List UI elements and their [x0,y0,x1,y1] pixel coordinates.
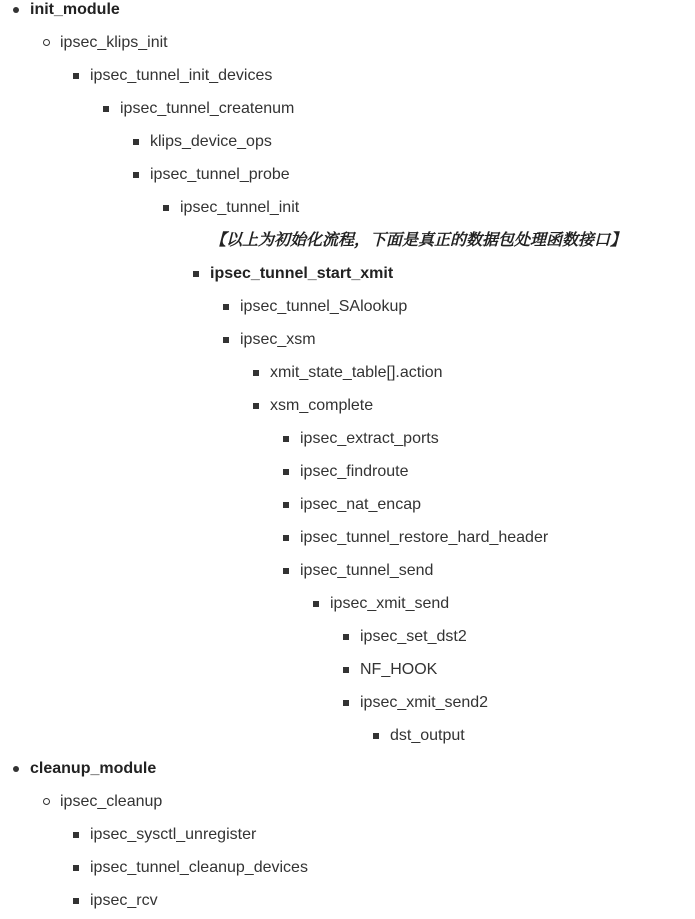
list-item-label: ipsec_klips_init [60,34,168,51]
square-bullet-icon [343,700,349,706]
list-item-label: ipsec_xmit_send [330,595,450,612]
list-item [30,752,156,785]
list-item [360,686,488,719]
list-item [270,356,443,389]
square-bullet-icon [223,337,229,343]
list-item [240,323,316,356]
list-item [60,26,168,59]
list-item [300,521,548,554]
circle-bullet-icon [43,39,50,46]
square-bullet-icon [73,865,79,871]
square-bullet-icon [103,106,109,112]
list-item [60,785,162,818]
list-item-label: ipsec_extract_ports [300,430,439,447]
list-item-label: dst_output [390,727,465,744]
list-item-label: klips_device_ops [150,133,272,150]
square-bullet-icon [133,139,139,145]
list-item [210,224,626,257]
square-bullet-icon [253,370,259,376]
list-item [90,818,256,851]
list-item [300,422,439,455]
list-item-label: ipsec_tunnel_restore_hard_header [300,529,549,546]
square-bullet-icon [223,304,229,310]
list-item [270,389,373,422]
circle-bullet-icon [43,798,50,805]
list-item [90,851,308,884]
square-bullet-icon [283,568,289,574]
disc-bullet-icon [13,7,19,13]
list-item-label: ipsec_findroute [300,463,409,480]
list-item [300,455,409,488]
list-item [240,290,407,323]
list-item [360,620,467,653]
square-bullet-icon [343,634,349,640]
list-item-label: ipsec_xmit_send2 [360,694,489,711]
list-item [210,257,393,290]
list-item-label: xmit_state_table[].action [270,364,443,381]
disc-bullet-icon [13,766,19,772]
square-bullet-icon [283,535,289,541]
list-item-label: NF_HOOK [360,661,438,678]
list-item [120,92,294,125]
square-bullet-icon [163,205,169,211]
square-bullet-icon [373,733,379,739]
list-item [150,125,272,158]
square-bullet-icon [283,502,289,508]
list-item-label: ipsec_tunnel_start_xmit [210,265,394,282]
list-item-label: ipsec_tunnel_send [300,562,434,579]
list-item-label: init_module [30,1,120,18]
list-item-label: ipsec_tunnel_init [180,199,300,216]
list-item [390,719,465,752]
list-item-label: ipsec_tunnel_cleanup_devices [90,859,308,876]
square-bullet-icon [193,271,199,277]
square-bullet-icon [73,832,79,838]
list-item [330,587,449,620]
square-bullet-icon [343,667,349,673]
section-note: 【以上为初始化流程，下面是真正的数据包处理函数接口】 [210,232,627,249]
square-bullet-icon [73,73,79,79]
list-item [150,158,290,191]
list-item [30,0,120,26]
list-item-label: ipsec_sysctl_unregister [90,826,257,843]
list-item-label: ipsec_tunnel_createnum [120,100,295,117]
list-item-label: ipsec_tunnel_SAlookup [240,298,408,315]
list-item-label: cleanup_module [30,760,157,777]
list-item-label: xsm_complete [270,397,374,414]
list-item-label: ipsec_tunnel_init_devices [90,67,273,84]
square-bullet-icon [253,403,259,409]
list-item [300,554,433,587]
list-item-label: ipsec_rcv [90,892,158,909]
square-bullet-icon [283,436,289,442]
list-item-label: ipsec_tunnel_probe [150,166,290,183]
list-item [300,488,421,521]
list-item [360,653,437,686]
list-item-label: ipsec_xsm [240,331,316,348]
list-item-label: ipsec_set_dst2 [360,628,467,645]
list-item [180,191,299,224]
list-item [90,59,272,92]
list-item [90,884,158,917]
square-bullet-icon [283,469,289,475]
list-item-label: ipsec_cleanup [60,793,163,810]
square-bullet-icon [313,601,319,607]
square-bullet-icon [133,172,139,178]
square-bullet-icon [73,898,79,904]
list-item-label: ipsec_nat_encap [300,496,421,513]
